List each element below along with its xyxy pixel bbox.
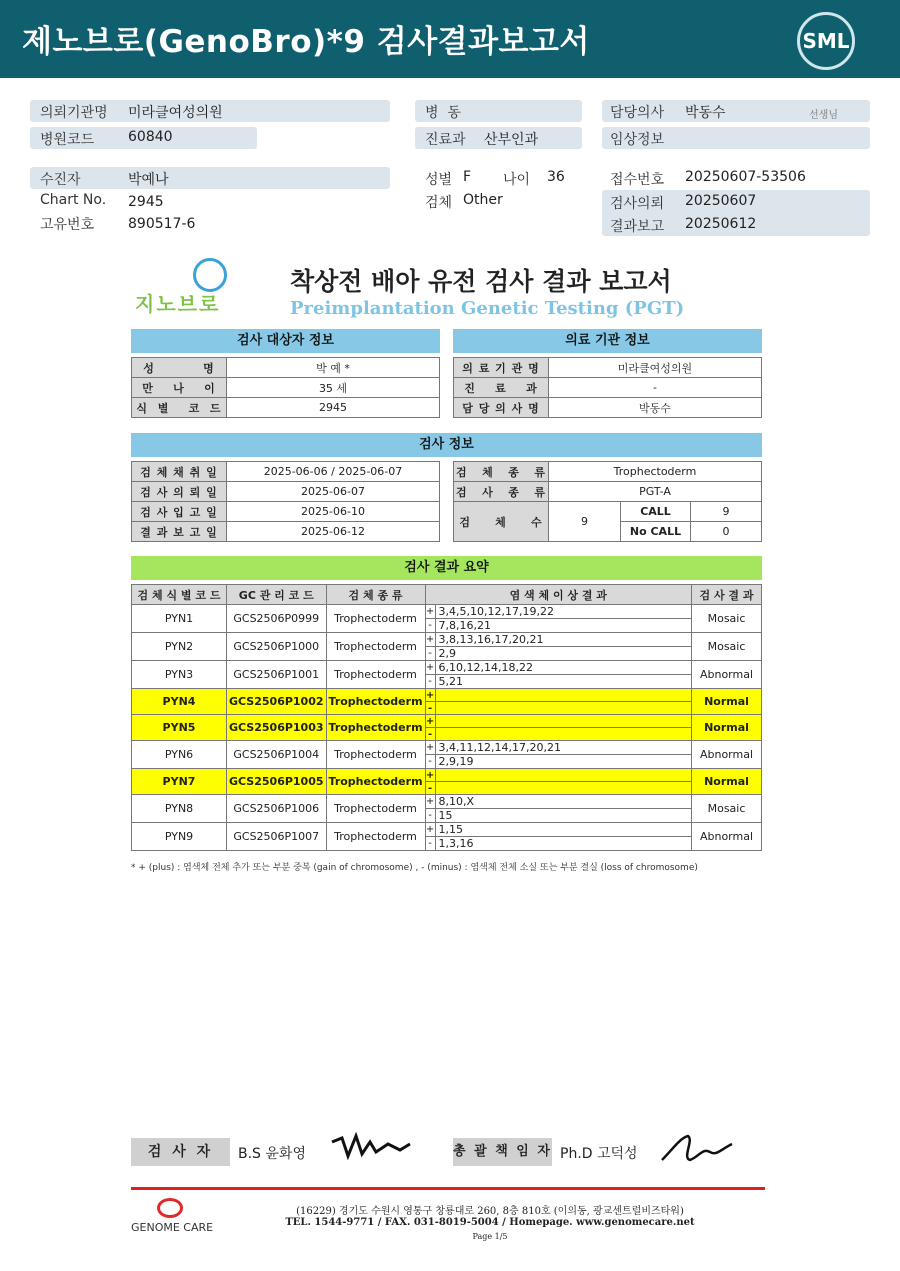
loss-chromosomes-cell: 5,21 (435, 675, 691, 689)
sample-id-cell: PYN4 (132, 689, 227, 715)
sample-id-cell: PYN8 (132, 795, 227, 823)
tester-label: 검 사 자 (131, 1138, 230, 1166)
report-date-value: 20250612 (685, 216, 757, 232)
facility-section-head: 의료 기관 정보 (453, 329, 762, 353)
subject-name-label: 성 명 (132, 358, 227, 378)
genobro-logo-mark (193, 258, 227, 292)
subject-id-label: 식 별 코 드 (132, 398, 227, 418)
minus-sign: - (425, 619, 435, 633)
report-date-label-2: 결 과 보 고 일 (132, 522, 227, 542)
plus-sign: + (425, 769, 435, 781)
hospital-code-label: 병원코드 (40, 132, 95, 148)
subject-name-value: 박 예 * (227, 358, 440, 378)
col-chromosome: 염 색 체 이 상 결 과 (425, 585, 691, 605)
facility-dept-label: 진 료 과 (454, 378, 549, 398)
loss-chromosomes-cell (435, 782, 691, 795)
sample-type-cell: Trophectoderm (326, 769, 425, 795)
minus-sign: - (425, 809, 435, 823)
receipt-value: 20250607-53506 (685, 169, 806, 185)
gain-chromosomes-cell: 8,10,X (435, 795, 691, 809)
minus-sign: - (425, 782, 435, 795)
gc-code-cell: GCS2506P1001 (227, 661, 327, 689)
sample-id-cell: PYN1 (132, 605, 227, 633)
facility-inst-label: 의 료 기 관 명 (454, 358, 549, 378)
age-label: 나이 (503, 172, 531, 188)
result-row (132, 661, 762, 675)
chart-value: 2945 (128, 194, 164, 210)
minus-sign: - (425, 702, 435, 715)
dept-value: 산부인과 (484, 132, 539, 148)
nocall-label: No CALL (621, 522, 691, 542)
result-cell: Abnormal (692, 741, 762, 769)
result-cell: Abnormal (692, 823, 762, 851)
sample-type-cell: Trophectoderm (326, 605, 425, 633)
sml-logo: SML (797, 12, 855, 70)
plus-sign: + (425, 715, 435, 727)
result-cell: Mosaic (692, 795, 762, 823)
plus-sign: + (425, 634, 435, 645)
sample-id-cell: PYN9 (132, 823, 227, 851)
receive-date-value: 2025-06-10 (227, 502, 440, 522)
sample-type-cell: Trophectoderm (326, 689, 425, 715)
spec-count-value: 9 (549, 502, 621, 542)
result-row (132, 769, 762, 782)
sample-id-cell: PYN7 (132, 769, 227, 795)
footer-divider (131, 1187, 765, 1190)
call-label: CALL (621, 502, 691, 522)
collect-date-label: 검 체 채 취 일 (132, 462, 227, 482)
minus-sign: - (425, 755, 435, 769)
loss-chromosomes-cell: 2,9,19 (435, 755, 691, 769)
minus-sign: - (425, 837, 435, 851)
test-info-section-head: 검사 정보 (131, 433, 762, 457)
gc-code-cell: GCS2506P1007 (227, 823, 327, 851)
gc-code-cell: GCS2506P0999 (227, 605, 327, 633)
clinical-label: 임상정보 (610, 132, 665, 148)
gc-code-cell: GCS2506P1003 (227, 715, 327, 741)
spec-type-value: Trophectoderm (549, 462, 762, 482)
subject-section-head: 검사 대상자 정보 (131, 329, 440, 353)
sample-type-cell: Trophectoderm (326, 741, 425, 769)
sample-type-cell: Trophectoderm (326, 633, 425, 661)
subject-table (131, 357, 440, 418)
result-cell: Mosaic (692, 605, 762, 633)
result-row (132, 605, 762, 619)
plus-sign: + (425, 742, 435, 753)
facility-inst-value: 미라클여성의원 (549, 358, 762, 378)
sex-value: F (463, 169, 472, 185)
subject-age-label: 만 나 이 (132, 378, 227, 398)
receipt-label: 접수번호 (610, 172, 665, 188)
sample-type-cell: Trophectoderm (326, 795, 425, 823)
col-sample-type: 검 체 종 류 (326, 585, 425, 605)
report-header-title: 제노브로(GenoBro)*9 검사결과보고서 (22, 24, 590, 60)
gc-code-cell: GCS2506P1004 (227, 741, 327, 769)
genomecare-logo (131, 1198, 223, 1238)
facility-doctor-value: 박동수 (549, 398, 762, 418)
test-dates-table (131, 461, 440, 542)
director-name: Ph.D 고덕성 (560, 1146, 638, 1162)
gain-chromosomes-cell: 1,15 (435, 823, 691, 837)
hospital-code-value: 60840 (128, 129, 173, 145)
result-row (132, 741, 762, 755)
patient-value: 박예나 (128, 172, 169, 188)
sample-id-cell: PYN6 (132, 741, 227, 769)
request-value: 20250607 (685, 193, 757, 209)
col-gc-code: GC 관 리 코 드 (227, 585, 327, 605)
ward-label: 병 동 (425, 105, 461, 121)
footer-page: Page 1/5 (472, 1232, 508, 1241)
tester-name: B.S 윤화영 (238, 1146, 306, 1162)
gain-chromosomes-cell: 3,4,11,12,14,17,20,21 (435, 741, 691, 755)
subject-id-value: 2945 (227, 398, 440, 418)
plus-sign: + (425, 689, 435, 701)
age-value: 36 (547, 169, 565, 185)
doctor-value: 박동수 (685, 105, 726, 121)
collect-date-value: 2025-06-06 / 2025-06-07 (227, 462, 440, 482)
uid-value: 890517-6 (128, 216, 196, 232)
specimen-label: 검체 (425, 195, 453, 211)
call-value: 9 (691, 502, 762, 522)
gc-code-cell: GCS2506P1000 (227, 633, 327, 661)
sample-type-cell: Trophectoderm (326, 661, 425, 689)
request-date-value: 2025-06-07 (227, 482, 440, 502)
footer-contact: TEL. 1544-9771 / FAX. 031-8019-5004 / Homepage. www.genomecare.net (285, 1217, 695, 1228)
plus-sign: + (425, 824, 435, 835)
report-subtitle: Preimplantation Genetic Testing (PGT) (290, 298, 685, 319)
gain-chromosomes-cell: 6,10,12,14,18,22 (435, 661, 691, 675)
nocall-value: 0 (691, 522, 762, 542)
facility-table (453, 357, 762, 418)
patient-row-bg (30, 167, 390, 189)
facility-doctor-label: 담 당 의 사 명 (454, 398, 549, 418)
test-type-value: PGT-A (549, 482, 762, 502)
test-type-label: 검 사 종 류 (454, 482, 549, 502)
request-label: 검사의뢰 (610, 196, 665, 212)
minus-sign: - (425, 728, 435, 741)
col-sample-id: 검 체 식 별 코 드 (132, 585, 227, 605)
gain-chromosomes-cell: 3,4,5,10,12,17,19,22 (435, 605, 691, 619)
institution-label: 의뢰기관명 (40, 105, 108, 121)
footer-address: (16229) 경기도 수원시 영통구 창룡대로 260, 8층 810호 (이의동, 광교센트럴비즈타워) (296, 1206, 684, 1217)
loss-chromosomes-cell (435, 728, 691, 741)
loss-chromosomes-cell: 2,9 (435, 647, 691, 661)
summary-section-head: 검사 결과 요약 (131, 556, 762, 580)
footnote: * + (plus) : 염색체 전체 추가 또는 부분 중복 (gain of chromosome) , - (minus) : 염색체 전체 소실 또는 부분 결실 (loss of chromosome) (131, 863, 698, 873)
sex-label: 성별 (425, 172, 453, 188)
gain-chromosomes-cell (435, 715, 691, 728)
report-date-value-2: 2025-06-12 (227, 522, 440, 542)
result-row (132, 689, 762, 702)
gain-chromosomes-cell (435, 769, 691, 782)
facility-dept-value: - (549, 378, 762, 398)
result-cell: Normal (692, 689, 762, 715)
gain-chromosomes-cell: 3,8,13,16,17,20,21 (435, 633, 691, 647)
report-title: 착상전 배아 유전 검사 결과 보고서 (290, 267, 672, 296)
sample-id-cell: PYN5 (132, 715, 227, 741)
plus-sign: + (425, 796, 435, 807)
result-cell: Abnormal (692, 661, 762, 689)
loss-chromosomes-cell: 1,3,16 (435, 837, 691, 851)
report-date-label: 결과보고 (610, 219, 665, 235)
col-result: 검 사 결 과 (692, 585, 762, 605)
loss-chromosomes-cell: 15 (435, 809, 691, 823)
genomecare-logo-text: GENOME CARE (131, 1221, 214, 1234)
result-cell: Mosaic (692, 633, 762, 661)
institution-value: 미라클여성의원 (128, 105, 223, 121)
gc-code-cell: GCS2506P1006 (227, 795, 327, 823)
director-label: 총 괄 책 임 자 (453, 1138, 552, 1166)
chart-label: Chart No. (40, 192, 107, 208)
uid-label: 고유번호 (40, 217, 95, 233)
test-spec-table (453, 461, 762, 542)
plus-sign: + (425, 662, 435, 673)
dept-label: 진료과 (425, 132, 466, 148)
loss-chromosomes-cell (435, 702, 691, 715)
spec-type-label: 검 체 종 류 (454, 462, 549, 482)
subject-age-value: 35 세 (227, 378, 440, 398)
gc-code-cell: GCS2506P1005 (227, 769, 327, 795)
minus-sign: - (425, 647, 435, 661)
result-cell: Normal (692, 715, 762, 741)
results-table (131, 584, 762, 851)
genobro-logo (135, 258, 245, 316)
doctor-label: 담당의사 (610, 105, 665, 121)
patient-label: 수진자 (40, 172, 81, 188)
top-banner (0, 0, 900, 78)
gain-chromosomes-cell (435, 689, 691, 702)
sample-type-cell: Trophectoderm (326, 823, 425, 851)
result-row (132, 633, 762, 647)
sample-type-cell: Trophectoderm (326, 715, 425, 741)
sample-id-cell: PYN3 (132, 661, 227, 689)
loss-chromosomes-cell: 7,8,16,21 (435, 619, 691, 633)
spec-count-label: 검 체 수 (454, 502, 549, 542)
result-cell: Normal (692, 769, 762, 795)
genomecare-logo-mark (157, 1198, 183, 1218)
receive-date-label: 검 사 입 고 일 (132, 502, 227, 522)
genobro-logo-text: 지노브로 (135, 292, 221, 316)
gc-code-cell: GCS2506P1002 (227, 689, 327, 715)
director-signature (658, 1130, 738, 1166)
tester-signature (330, 1132, 412, 1164)
plus-sign: + (425, 606, 435, 617)
request-date-label: 검 사 의 뢰 일 (132, 482, 227, 502)
doctor-suffix: 선생님 (809, 110, 838, 121)
result-row (132, 823, 762, 837)
specimen-value: Other (463, 192, 503, 208)
result-row (132, 795, 762, 809)
result-row (132, 715, 762, 728)
sample-id-cell: PYN2 (132, 633, 227, 661)
minus-sign: - (425, 675, 435, 689)
